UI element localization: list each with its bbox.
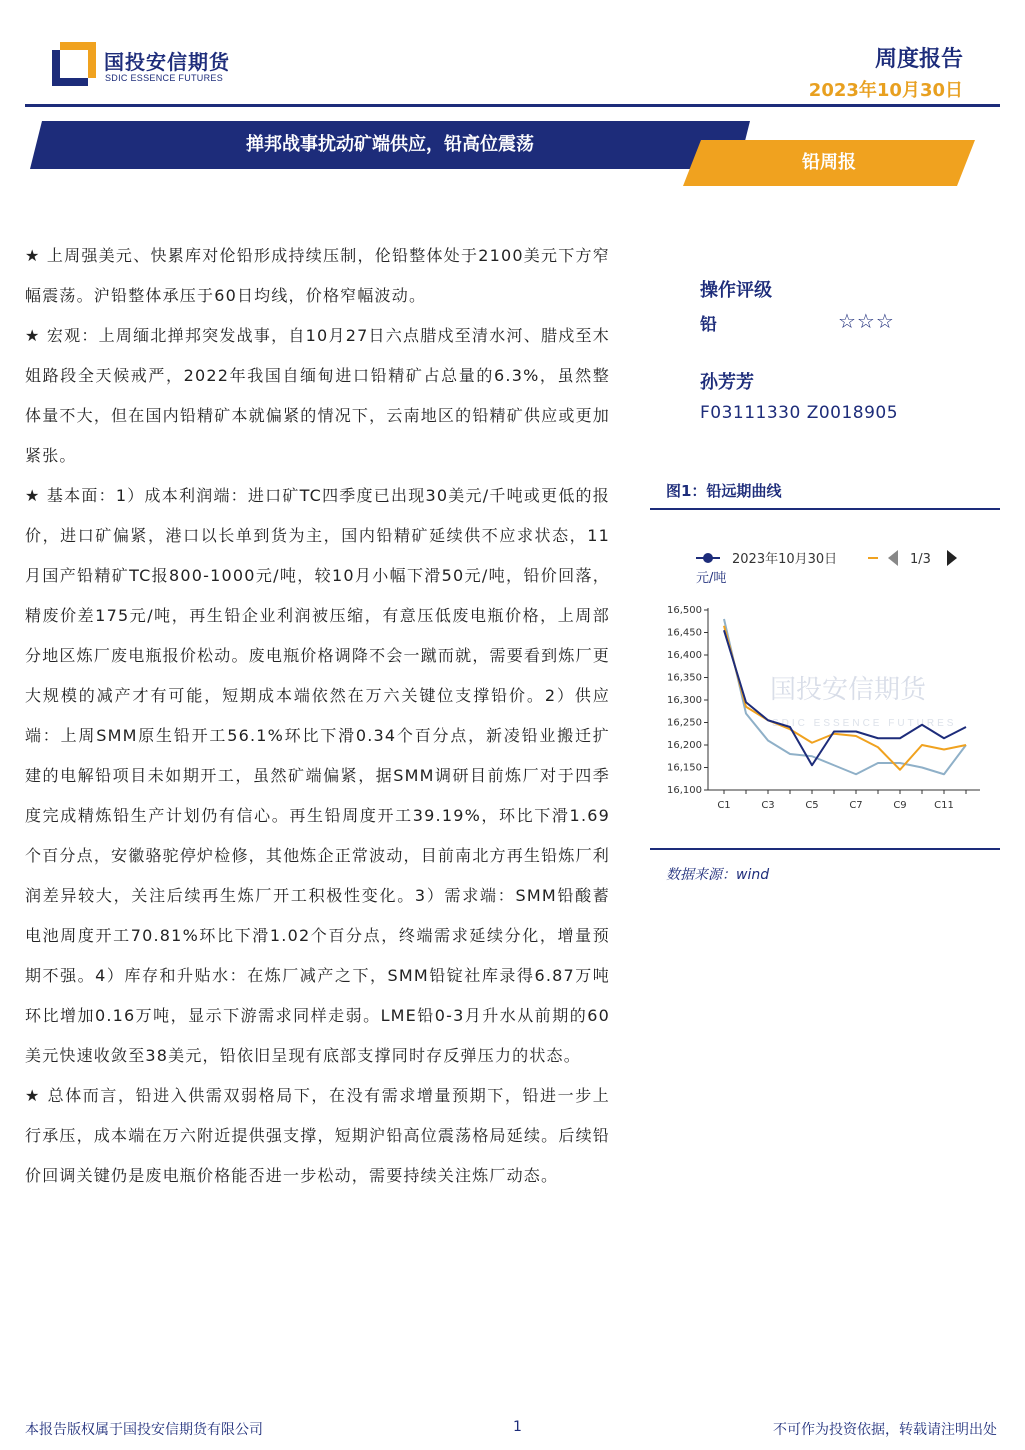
paragraph-fundamentals: ★ 基本面：1）成本利润端：进口矿TC四季度已出现30美元/千吨或更低的报价，进口矿偏紧，港口以长单到货为主，国内铅精矿延续供不应求状态，11月国产铅精矿TC报800-1000元/吨，较10月小幅下滑50元/吨，铅价回落，精废价差175元/吨，再生铅企业利润被压缩，有意压低废电瓶价格，上周部分地区炼厂废电瓶报价松动。废电瓶价格调降不会一蹴而就，需要看到炼厂更大规模的减产才有可能，短期成本端依然在万六关键位支撑铅价。2）供应端：上周SMM原生铅开工56.1%环比下滑0.34个百分点，新凌铅业搬迁扩建的电解铅项目未如期开工，虽然矿端偏紧，据SMM调研目前炼厂对于四季度完成精炼铅生产计划仍有信心。再生铅周度开工39.19%，环比下滑1.69个百分点，安徽骆驼停炉检修，其他炼企正常波动，目前南北方再生铅炼厂利润差异较大，关注后续再生炼厂开工积极性变化。3）需求端：SMM铅酸蓄电池周度开工70.81%环比下滑1.02个百分点，终端需求延续分化，增量预期不强。4）库存和升贴水：在炼厂减产之下，SMM铅锭社库录得6.87万吨环比增加0.16万吨，显示下游需求同样走弱。LME铅0-3月升水从前期的60美元快速收敛至38美元，铅依旧呈现有底部支撑同时存反弹压力的状态。 — [25, 486, 610, 1065]
legend-date: 2023年10月30日 — [732, 552, 838, 567]
report-tag: 铅周报 — [802, 152, 856, 173]
lead-forward-curve-chart — [650, 530, 1000, 830]
figure-title: 图1：铅远期曲线 — [666, 482, 782, 500]
analyst-id: F03111330 Z0018905 — [700, 403, 899, 423]
y-axis-unit: 元/吨 — [696, 571, 727, 586]
prev-page-icon[interactable] — [888, 550, 898, 566]
company-logo — [52, 40, 232, 88]
y-tick-label: 16,150 — [667, 762, 702, 774]
page-number: 1 — [513, 1419, 522, 1435]
y-tick-label: 16,250 — [667, 717, 702, 729]
logo-mark-icon — [52, 42, 96, 86]
header-divider — [25, 104, 1000, 107]
x-tick-label: C7 — [849, 800, 863, 811]
y-tick-label: 16,400 — [667, 650, 702, 661]
report-title: 掸邦战事扰动矿端供应，铅高位震荡 — [246, 134, 534, 155]
y-tick-label: 16,300 — [667, 695, 702, 706]
legend-marker — [703, 553, 713, 563]
logo-name-cn: 国投安信期货 — [104, 50, 230, 74]
rating-stars: ☆☆☆ — [838, 309, 895, 333]
legend-pager: 1/3 — [910, 552, 931, 567]
data-source: 数据来源：wind — [666, 867, 770, 883]
logo-name-en: SDIC ESSENCE FUTURES — [105, 73, 224, 83]
x-tick-label: C3 — [761, 800, 775, 811]
x-tick-label: C11 — [934, 800, 954, 811]
figure-divider-top — [650, 508, 1000, 510]
y-tick-label: 16,200 — [667, 740, 702, 751]
report-body — [25, 236, 610, 1196]
report-date: 2023年10月30日 — [808, 80, 963, 101]
paragraph-summary: ★ 上周强美元、快累库对伦铅形成持续压制，伦铅整体处于2100美元下方窄幅震荡。沪铅整体承压于60日均线，价格窄幅波动。 — [25, 246, 610, 305]
footer-copyright: 本报告版权属于国投安信期货有限公司 — [25, 1422, 263, 1438]
y-tick-label: 16,350 — [667, 672, 702, 684]
chart-watermark-cn: 国投安信期货 — [770, 675, 927, 705]
y-tick-label: 16,500 — [667, 605, 702, 616]
figure-divider-bottom — [650, 848, 1000, 850]
y-tick-label: 16,100 — [667, 785, 702, 796]
x-tick-label: C5 — [805, 800, 819, 811]
y-tick-label: 16,450 — [667, 627, 702, 639]
x-tick-label: C1 — [717, 800, 731, 811]
chart-axes — [667, 605, 980, 811]
report-type: 周度报告 — [874, 47, 963, 72]
footer-disclaimer: 不可作为投资依据，转载请注明出处 — [773, 1422, 997, 1438]
chart-watermark-en: SDIC ESSENCE FUTURES — [772, 718, 957, 729]
x-tick-label: C9 — [893, 800, 907, 811]
next-page-icon[interactable] — [947, 550, 957, 566]
rating-label: 铅 — [700, 315, 717, 335]
paragraph-conclusion: ★ 总体而言，铅进入供需双弱格局下，在没有需求增量预期下，铅进一步上行承压，成本端在万六附近提供强支撑，短期沪铅高位震荡格局延续。后续铅价回调关键仍是废电瓶价格能否进一步松动，需要持续关注炼厂动态。 — [25, 1086, 610, 1185]
rating-title: 操作评级 — [700, 280, 772, 301]
analyst-name: 孙芳芳 — [700, 372, 754, 393]
paragraph-macro: ★ 宏观：上周缅北掸邦突发战事，自10月27日六点腊戍至清水河、腊戍至木姐路段全天候戒严，2022年我国自缅甸进口铅精矿占总量的6.3%，虽然整体量不大，但在国内铅精矿本就偏紧的情况下，云南地区的铅精矿供应或更加紧张。 — [25, 326, 610, 465]
